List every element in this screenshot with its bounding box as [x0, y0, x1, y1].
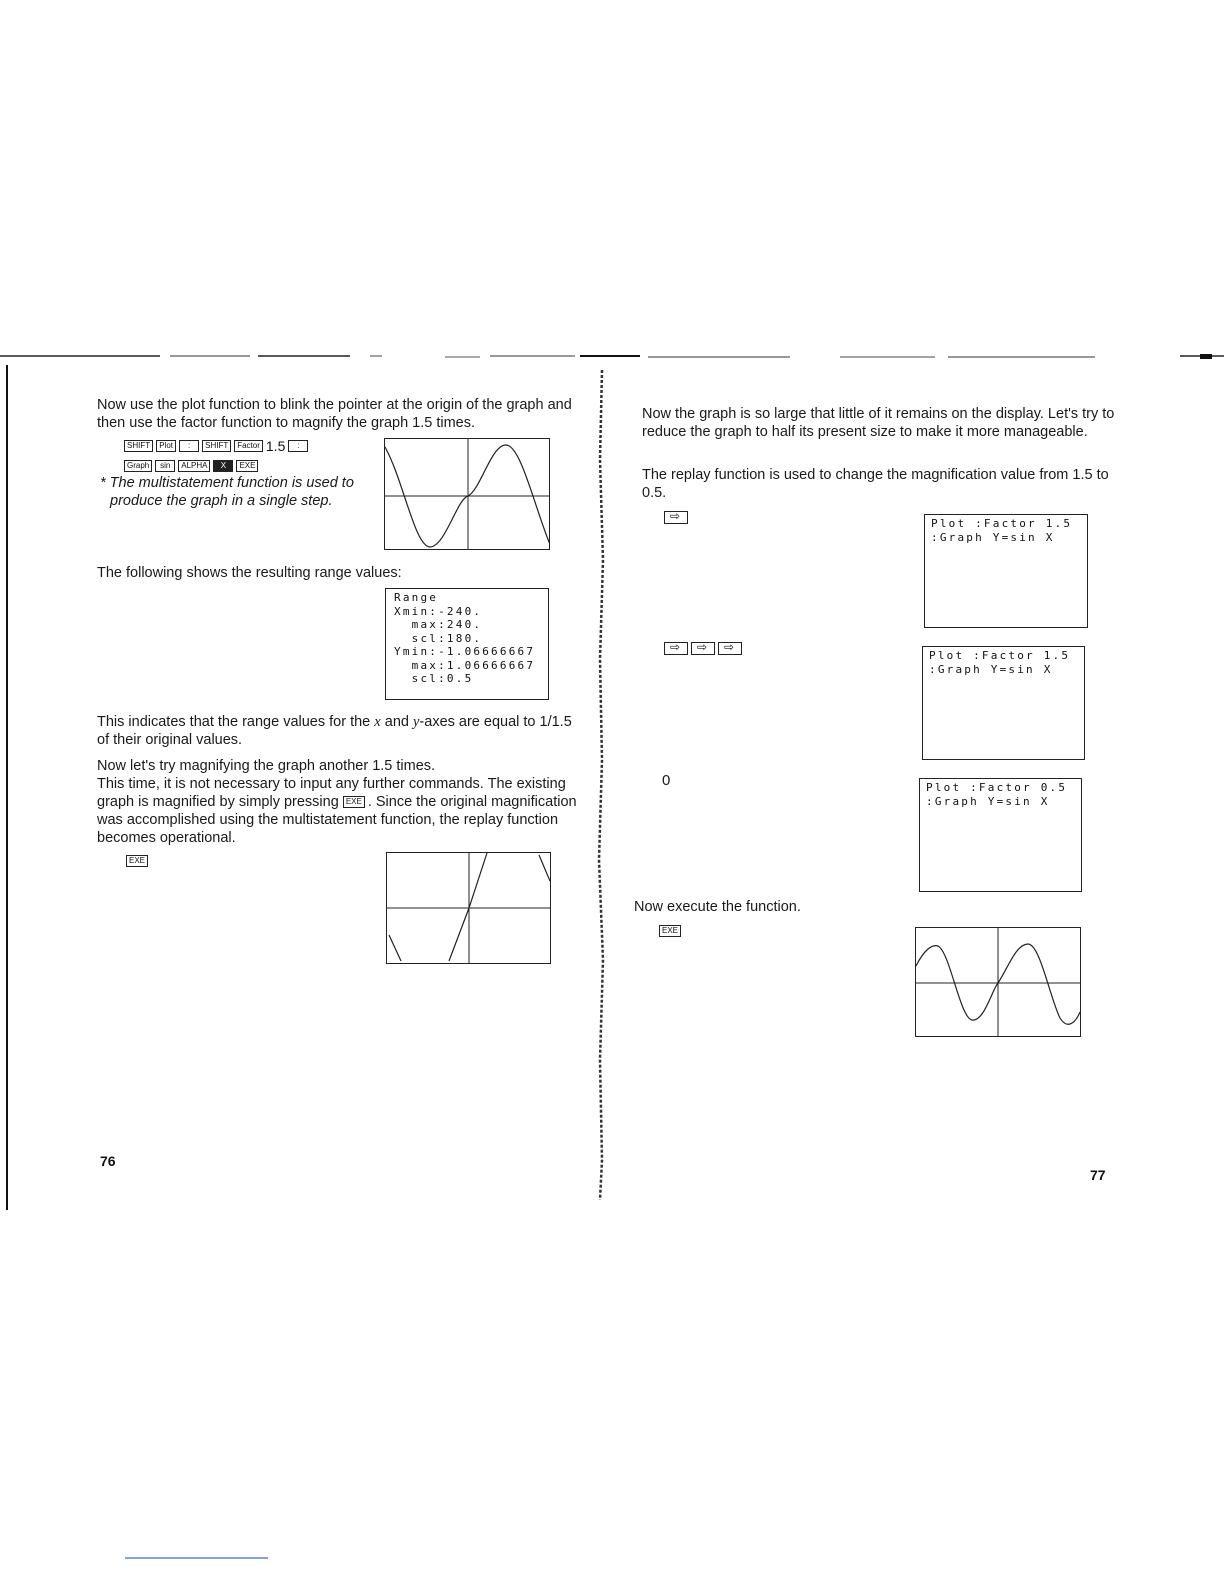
exe-key: EXE — [659, 925, 681, 937]
range-line-ymin: Ymin:-1.06666667 — [394, 645, 536, 658]
shift-key: SHIFT — [124, 440, 153, 452]
lcd2-line2: :Graph Y=sin X — [929, 662, 1053, 676]
right-para-2: The replay function is used to change the magnification value from 1.5 to 0.5. — [642, 467, 1109, 501]
range-line-yscl: scl:0.5 — [394, 672, 474, 685]
left-intro: Now use the plot function to blink the pointer at the origin of the graph and then use the factor function to magnify the graph 1.5 times. — [97, 397, 572, 431]
colon-key: : — [179, 440, 199, 452]
lcd-screen-2 — [922, 646, 1085, 760]
range-explanation — [97, 713, 577, 749]
range-intro: The following shows the resulting range values: — [97, 565, 402, 581]
graph-screen-3 — [915, 927, 1081, 1037]
replay-left-key-1 — [664, 509, 691, 527]
exe-key: EXE — [126, 855, 148, 867]
x-axis-var: x — [374, 714, 381, 730]
magnify-line-b — [97, 775, 577, 847]
graph-screen-1 — [384, 438, 550, 550]
input-zero: 0 — [662, 772, 671, 789]
graph-screen-2 — [386, 852, 551, 964]
alpha-key: ALPHA — [178, 460, 210, 472]
key-sequence-row1 — [124, 437, 311, 455]
bottom-blue-line — [125, 1556, 270, 1560]
replay-arrow-key — [718, 642, 742, 655]
x-key: X — [213, 460, 233, 472]
lcd-screen-3 — [919, 778, 1082, 892]
replay-arrow-key — [664, 642, 688, 655]
range-screen — [385, 588, 549, 700]
page-number-right: 77 — [1090, 1167, 1106, 1183]
replay-keys-row — [664, 640, 745, 658]
factor-value: 1.5 — [265, 437, 286, 454]
colon-key: : — [288, 440, 308, 452]
exe-key-right — [659, 922, 684, 940]
y-axis-var: y — [412, 714, 420, 730]
replay-arrow-key — [691, 642, 715, 655]
lcd3-line2: :Graph Y=sin X — [926, 794, 1050, 808]
factor-key: Factor — [234, 440, 263, 452]
sine-curve-magnified — [449, 853, 487, 961]
lcd1-line1: Plot :Factor 1.5 — [931, 517, 1073, 530]
left-binding-edge — [0, 355, 14, 1215]
replay-arrow-key — [664, 511, 688, 524]
magnify-again-text — [97, 757, 577, 847]
range-line-title: Range — [394, 591, 439, 604]
multistatement-note: * The multistatement function is used to produce the graph in a single step. — [100, 475, 354, 509]
execute-text: Now execute the function. — [634, 899, 801, 915]
exe-key-left — [126, 852, 151, 870]
lcd1-line2: :Graph Y=sin X — [931, 530, 1055, 544]
plot-key: Plot — [156, 440, 176, 452]
graph-key: Graph — [124, 460, 152, 472]
exe-key-inline: EXE — [343, 796, 365, 808]
range-line-xscl: scl:180. — [394, 631, 483, 645]
range-line-ymax: max:1.06666667 — [394, 658, 536, 672]
key-sequence-row2 — [124, 457, 261, 475]
explanation-text-b: -axes are equal to 1/1.5 of their original values. — [97, 714, 572, 748]
magnify-line-a: Now let's try magnifying the graph another 1.5 times. — [97, 758, 436, 774]
explanation-and: and — [384, 714, 409, 730]
magnify-text-b1: This time, it is not necessary to input any further commands. The existing graph is magnified by simply pressing — [97, 776, 566, 810]
sin-key: sin — [155, 460, 175, 472]
range-line-xmax: max:240. — [394, 618, 483, 631]
lcd-screen-1 — [924, 514, 1088, 628]
explanation-text-a: This indicates that the range values for the — [97, 714, 371, 730]
range-line-xmin: Xmin:-240. — [394, 604, 483, 618]
shift-key: SHIFT — [202, 440, 231, 452]
page-number-left: 76 — [100, 1153, 116, 1169]
center-gutter — [590, 360, 620, 1210]
magnify-text-b2: . Since the original magnification was accomplished using the multistatement function, the replay function becomes operational. — [97, 794, 577, 846]
lcd2-line1: Plot :Factor 1.5 — [929, 649, 1071, 662]
right-para-1: Now the graph is so large that little of it remains on the display. Let's try to reduce the graph to half its present size to make it more manageable. — [642, 406, 1115, 440]
exe-key: EXE — [236, 460, 258, 472]
lcd3-line1: Plot :Factor 0.5 — [926, 781, 1068, 794]
